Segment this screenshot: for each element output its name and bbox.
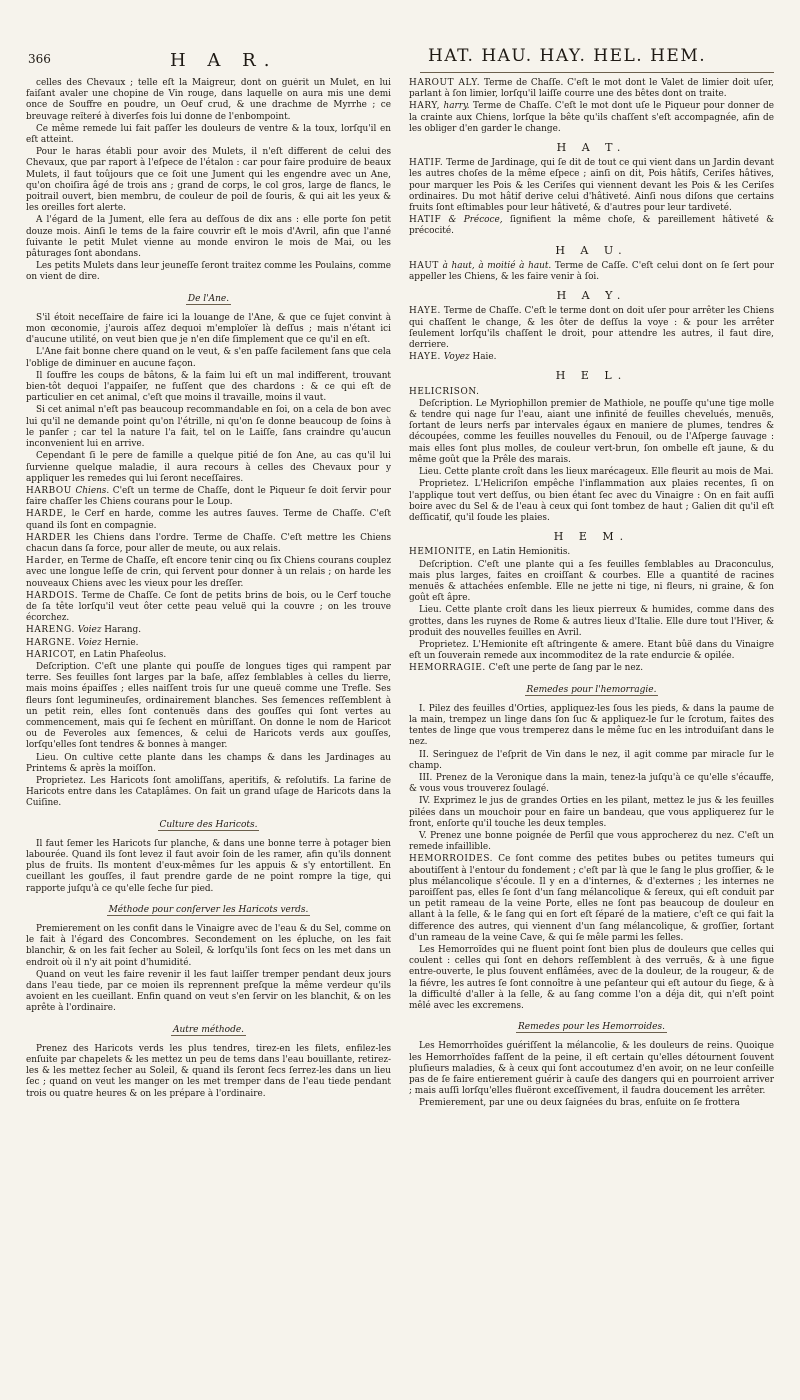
entry-headword: HARENG. <box>26 625 75 636</box>
section-heading <box>26 294 391 305</box>
entry-headword: HATIF <box>409 215 442 226</box>
paragraph: L'Ane fait bonne chere quand on le veut, & s'en paſſe facilement ſans que cela l'oblige de diminuer en aucune façon. <box>26 347 391 369</box>
dictionary-entry <box>409 547 774 558</box>
letter-heading: H A U. <box>555 243 628 257</box>
dictionary-entry <box>409 78 774 100</box>
entry-headword: HEMIONITE, <box>409 547 476 558</box>
section-heading <box>26 905 391 916</box>
paragraph: II. Seringuez de l'eſprit de Vin dans le nez, il agit comme par miracle ſur le champ. <box>409 749 774 771</box>
entry-text: ſignifient la même choſe, & pareillement hâtiveté & précocité. <box>409 215 774 237</box>
entry-text: Haie. <box>469 352 497 363</box>
dictionary-entry <box>409 261 774 283</box>
running-head-right: HAT. HAU. HAY. HEL. HEM. <box>428 46 707 66</box>
entry-headword: HARGNE. <box>26 637 76 648</box>
section-heading-text: Remedes pour les Hemorroides. <box>518 1022 665 1033</box>
letter-heading: H E M. <box>553 530 630 544</box>
entry-headword: HARDOIS. <box>26 590 79 601</box>
paragraph: Lieu. Cette plante croît dans les lieux marécageux. Elle fleurit au mois de Mai. <box>419 467 774 478</box>
section-heading-text: Autre méthode. <box>172 1024 245 1035</box>
paragraph: Il ſouffre les coups de bâtons, & la faim lui eſt un mal indifferent, trouvant bien-tôt dequoi l'appaiſer, ne fuſſent que des chardons : & ce qui eſt de particulier en cet animal, c'eſt que moins il travaille, moins il vaut. <box>26 370 391 404</box>
paragraph: Prenez des Haricots verds les plus tendres, tirez-en les filets, enfilez-les enſuite par chapelets & les mettez un peu de tems dans l'eau bouillante, retirez-les & les mettez ſecher au Soleil, & quand ils ſeront ſecs ſerrez-les dans un lieu ſec ; quand on veut les manger on les met tremper dans de l'eau tiede pendant trois ou quatre heures & on les prépare à l'ordinaire. <box>26 1043 391 1099</box>
paragraph: Les petits Mulets dans leur jeuneſſe ſeront traitez comme les Poulains, comme on vient de dire. <box>26 261 391 283</box>
letter-heading: H A T. <box>556 141 627 155</box>
paragraph: Deſcription. C'eſt une plante qui a ſes feuilles ſemblables au Draconculus, mais plus larges, faites en croiſſant & courbes. Elle a quantité de racines menuës & attachées enſemble. Elle ne jette ni tige, ni fleurs, ni graine, & ſon goût eſt âpre. <box>409 559 774 604</box>
entry-headword: HARY, <box>409 101 441 112</box>
paragraph: Si cet animal n'eſt pas beaucoup recommandable en ſoi, on a cela de bon avec lui qu'il ne demande point qu'on l'étrille, ni qu'on ſe donne beaucoup de ſoins à le panſer ; car tel la nature l'a fait, tel on le Laiſſe, ſans craindre qu'aucun inconvenient lui en arrive. <box>26 405 391 450</box>
entry-text: Terme de Chaſſe. Ce ſont de petits brins de bois, ou le Cerf touche de ſa tête lorſqu'il veut ôter cette peau veluë qui la couvre ; on les trouve écorchez. <box>26 590 391 624</box>
paragraph: Les Hemorroïdes qui ne fluent point ſont bien plus de douleurs que celles qui coulent : celles qui ſont en dehors reſſemblent à des verruës, & à une figue entre-ouverte, le plus ſouvent enflâmées, avec de la douleur, de la rougeur, & de la fiévre, les autres ſe ſont connoître à une peſanteur qui eſt autour du ſiege, & à la difficulté d'aller à la ſelle, & au ſang comme l'on a déja dit, qui n'eſt point mêlé avec les excremens. <box>409 945 774 1012</box>
entry-text: le Cerf en harde, comme les autres ſauves. Terme de Chaſſe. C'eſt quand ils ſont en compagnie. <box>26 509 391 531</box>
entry-text: en Terme de Chaſſe, eſt encore tenir cinq ou ſix Chiens courans couplez avec une longue leſſe de crin, qui ſervent pour donner à un relais ; on harde les nouveaux Chiens avec les vieux pour les dreſſer. <box>26 556 391 589</box>
paragraph: S'il étoit neceſſaire de faire ici la louange de l'Ane, & que ce ſujet convint à mon œconomie, j'aurois aſſez dequoi m'emploïer là deſſus ; mais n'étant ici d'aucune utilité, on veut bien que je n'en diſe ſimplement que ce qu'il en eſt. <box>26 312 391 346</box>
page-number: 366 <box>28 52 51 66</box>
dictionary-entry <box>409 101 774 135</box>
entry-text: C'eſt une perte de ſang par le nez. <box>485 663 644 674</box>
section-heading-text: Culture des Haricots. <box>159 819 258 830</box>
entry-text: Terme de Chaſſe. C'eſt le terme dont on doit uſer pour arrêter les Chiens qui chaſſent le change, & les ôter de deſſus la voye : & pour les arrêter ſeulement lorſqu'ils chaſſent le droit, pour attendre les autres, il faut dire, derriere. <box>409 306 774 351</box>
entry-headword: HEMORRAGIE. <box>409 663 486 674</box>
paragraph: Quand on veut les faire revenir il les faut laiſſer tremper pendant deux jours dans l'eau tiede, par ce moien ils reprennent preſque la même verdeur qu'ils avoient en les cueillant. Enfin quand on veut s'en ſervir on les blanchit, & on les aprête à l'ordinaire. <box>26 969 391 1014</box>
entry-italic: à haut, à moitié à haut. <box>438 260 552 271</box>
entry-headword: HATIF. <box>409 158 444 169</box>
paragraph: Les Hemorrhoïdes guériſſent la mélancolie, & les douleurs de reins. Quoique les Hemorrhoïdes faſſent de la peine, il eſt certain qu'elles détournent ſouvent pluſieurs maladies, & à ceux qui ſont accoutumez d'en avoir, on ne leur conſeille pas de ſe faire entierement guérir à cauſe des dangers qui en pourroient arriver ; mais auſſi lorſqu'elles fluëront exceſſivement, il faudra doucement les arrêter. <box>409 1041 774 1097</box>
paragraph: V. Prenez une bonne poignée de Perſil que vous approcherez du nez. C'eſt un remede infaillible. <box>409 830 774 853</box>
entry-italic: Chiens. <box>71 485 110 496</box>
dictionary-entry <box>26 625 391 636</box>
paragraph: Deſcription. C'eſt une plante qui pouſſe de longues tiges qui rampent par terre. Ses feuilles ſont larges par la baſe, aſſez ſemblables à celles du lierre, mais moins épaiſſes ; elles naiſſent trois ſur une queuë comme une Trefle. Ses fleurs ſont legumineuſes, ordinairement blanches. Ses ſemences reſſemblent à un petit rein, elles ſont contenuës dans des gouſſes qui ſont vertes au commencement, mais qui ſe ſechent en mûriſſant. On donne le nom de Haricot ou de Feveroles aux ſemences, & celui de Haricots verds aux gouſſes, lorſqu'elles ſont tendres & bonnes à manger. <box>26 661 391 751</box>
section-heading <box>409 1022 774 1033</box>
paragraph: Premierement on les confit dans le Vinaigre avec de l'eau & du Sel, comme on le fait à l'égard des Concombres. Secondement on les épluche, on les fait blanchir, & on les fait ſecher au Soleil, & lorſqu'ils ſont ſecs on les met dans un endroit où il n'y ait point d'humidité. <box>26 924 391 968</box>
dictionary-entry <box>26 486 391 508</box>
paragraph: IV. Exprimez le jus de grandes Orties en les pilant, mettez le jus & les feuilles pilées dans un mouchoir pour en faire un bandeau, que vous appliquerez ſur le front, enſorte qu'il touche les deux temples. <box>409 796 774 829</box>
dictionary-entry <box>409 387 774 398</box>
dictionary-entry <box>409 306 774 351</box>
section-heading <box>409 685 774 696</box>
paragraph: Proprietez. L'Hemionite eſt aſtringente & amere. Etant bûë dans du Vinaigre eſt un ſouverain remede aux incommoditez de la rate endurcie & opilée. <box>409 639 774 662</box>
entry-headword: HAROUT ALY. <box>409 78 481 88</box>
entry-text: en Latin Hemionitis. <box>475 547 571 558</box>
entry-headword: HARBOU <box>26 485 72 496</box>
section-heading <box>26 1025 391 1036</box>
dictionary-entry <box>26 533 391 555</box>
entry-headword: HAUT <box>409 260 439 271</box>
entry-text: en Latin Phaſeolus. <box>76 649 167 660</box>
paragraph: III. Prenez de la Veronique dans la main, tenez-la juſqu'à ce qu'elle s'écauffe, & vous vous trouverez ſoulagé. <box>409 772 774 795</box>
paragraph: Deſcription. Le Myriophillon premier de Mathiole, ne pouſſe qu'une tige molle & tendre qui nage ſur l'eau, aiant une infinité de feuilles chevelués, menuës, ſortant de leurs nerfs par intervales égaux en maniere de plumes, tendres & découpées, comme les feuilles nouvelles du Fenouil, ou de l'Aſperge ſauvage : mais elles ſont plus molles, de couleur vert-brun, ſon ombelle eſt jaune, & du même goût que la Prêle des marais. <box>409 398 774 465</box>
paragraph: celles des Chevaux ; telle eſt la Maigreur, dont on guérit un Mulet, en lui faiſant avaler une chopine de Vin rouge, dans laquelle on aura mis une demi once de Souffre en poudre, un Oeuf crud, & une drachme de Myrrhe ; ce breuvage reïteré à diverſes fois lui donne de l'enbompoint. <box>26 78 391 122</box>
entry-italic: Voiez <box>74 625 102 636</box>
paragraph: I. Pilez des feuilles d'Orties, appliquez-les ſous les pieds, & dans la paume de la main, trempez un linge dans ſon ſuc & appliquez-le ſur le ſcrotum, faites des tentes de linge que vous tremperez dans le même ſuc en les introduiſant dans le nez. <box>409 703 774 748</box>
dictionary-entry <box>409 663 774 674</box>
paragraph: Premierement, par une ou deux ſaignées du bras, enſuite on ſe frottera <box>419 1098 740 1109</box>
entry-headword: HAYE. <box>409 352 441 363</box>
entry-text: C'eſt un terme de Chaſſe, dont le Piqueur ſe doit ſervir pour faire chaſſer les Chiens courans pour le Loup. <box>26 485 391 508</box>
entry-italic: Voiez <box>75 637 102 648</box>
dictionary-entry <box>409 215 774 237</box>
entry-italic: Voyez <box>440 352 470 363</box>
dictionary-entry <box>26 650 391 661</box>
paragraph: A l'égard de la Jument, elle ſera au deſſous de dix ans : elle porte ſon petit douze mois. Ainſi le tems de la faire couvrir eſt le mois d'Avril, afin que l'anné ſuivante le petit Mulet vienne au monde environ le mois de Mai, ou les pâturages ſont abondans. <box>26 215 391 260</box>
section-heading-text: Remedes pour l'hemorragie. <box>526 684 657 695</box>
paragraph: Ce même remede lui fait paſſer les douleurs de ventre & la toux, lorſqu'il en eſt atteint. <box>26 123 391 146</box>
dictionary-entry <box>409 854 774 944</box>
header-rule <box>420 72 774 73</box>
paragraph: Lieu. On cultive cette plante dans les champs & dans les Jardinages au Printems & après la moiſſon. <box>26 752 391 774</box>
paragraph: Pour le haras établi pour avoir des Mulets, il n'eſt different de celui des Chevaux, que par raport à l'eſpece de l'étalon : car pour faire produire de beaux Mulets, il faut toûjours que ce ſoit une Jument qui les engendre avec un Ane, qu'on choiſira âgé de trois ans ; grand de corps, le col gros, large de flancs, le poitrail ouvert, bien membru, de couleur de poil de ſouris, & qui ait les yeux & les oreilles fort alerte. <box>26 147 391 214</box>
entry-headword: HARICOT, <box>26 649 77 660</box>
section-heading-text: Méthode pour conſerver les Haricots verds. <box>108 904 309 915</box>
section-heading-text: De l'Ane. <box>187 293 230 304</box>
entry-text: Terme de Jardinage, qui ſe dit de tout ce qui vient dans un Jardin devant les autres choſes de la même eſpece ; ainſi on dit, Pois hâtifs, Ceriſes hâtives, pour marquer les Pois & les Ceriſes qui viennent devant les Pois & les Ceriſes ordinaires. Du mot hâtif derive celui d'hâtiveté. Ainſi nous diſons que certains fruits ſont eſtimables pour leur hâtiveté, & d'autres pour leur tardiveté. <box>409 158 774 214</box>
entry-text: Harang. <box>101 625 142 636</box>
entry-text: Terme de Chaſſe. C'eſt le mot dont uſe le Piqueur pour donner de la crainte aux Chiens, lorſque la bête qu'ils chaſſent s'eſt accompagnée, afin de les obliger d'en garder le change. <box>409 101 774 134</box>
entry-text: Hernie. <box>101 637 139 648</box>
paragraph: Proprietez. L'Helicriſon empêche l'inflammation aux plaies recentes, ſi on l'applique tout vert deſſus, ou bien étant ſec avec du Vinaigre : On en fait auſſi boire avec du Sel & de l'eau à ceux qui ſont tombez de haut ; Galien dit qu'il eſt deſſicatif, qu'il ſoude les plaies. <box>409 479 774 523</box>
section-heading <box>26 820 391 831</box>
entry-text: Terme de Chaſſe. C'eſt le mot dont le Valet de limier doit uſer, parlant à ſon limier, lorſqu'il laiſſe courre une des bêtes dont on traite. <box>409 78 774 100</box>
entry-italic: & Précoce, <box>441 215 503 226</box>
paragraph: Proprietez. Les Haricots ſont amoliſſans, aperitifs, & reſolutifs. La farine de Haricots entre dans les Cataplâmes. On fait un grand uſage de Haricots dans la Cuiſine. <box>26 775 391 809</box>
entry-text: Ce ſont comme des petites bubes ou petites tumeurs qui aboutiſſent à l'entour du fondement ; c'eſt par là que le ſang le plus groſſier, & le plus mélancolique s'écoule. Il y en a d'internes, & d'externes ; les internes ne paroiſſent pas, elles ſe ſont d'un ſang mélancolique & ſereux, qui eſt conduit par un petit rameau de la veine Porte, elles ne ſont pas beaucoup de douleur en allant à la ſelle, & le ſang qui en ſort eſt ſéparé de la matiere, c'eſt ce qui fait la difference des autres, qui viennent d'un ſang mélancolique, & groſſier, ſortant d'un rameau de la veine Cave, & qui ſe mêle parmi les ſelles. <box>409 854 774 943</box>
entry-text: les Chiens dans l'ordre. Terme de Chaſſe. C'eſt mettre les Chiens chacun dans ſa force, pour aller de meute, ou aux relais. <box>26 532 391 554</box>
dictionary-entry <box>26 638 391 649</box>
letter-heading: H E L. <box>555 369 628 383</box>
entry-headword: Harder, <box>26 556 65 567</box>
dictionary-entry <box>26 556 391 590</box>
entry-headword: HELICRISON. <box>409 386 480 397</box>
letter-heading: H A Y. <box>556 289 627 303</box>
running-head-left: H A R. <box>170 50 278 71</box>
entry-headword: HAYE. <box>409 306 441 317</box>
right-column <box>409 78 774 1378</box>
left-column <box>26 78 391 1378</box>
entry-headword: HARDE, <box>26 509 67 520</box>
text-columns <box>26 78 774 1378</box>
dictionary-entry <box>26 591 391 625</box>
dictionary-entry <box>409 352 774 363</box>
entry-italic: harry. <box>440 101 470 112</box>
dictionary-entry <box>409 158 774 214</box>
entry-headword: HARDER <box>26 532 71 543</box>
entry-headword: HEMORROIDES. <box>409 854 494 865</box>
paragraph: Cependant ſi le pere de famille a quelque pitié de ſon Ane, au cas qu'il lui ſurvienne quelque maladie, il aura recours à celles des Chevaux pour y appliquer les remedes qui lui ſeront neceſſaires. <box>26 451 391 484</box>
entry-text: Terme de Caſſe. C'eſt celui dont on ſe ſert pour appeller les Chiens, & les faire venir à ſoi. <box>409 260 774 283</box>
paragraph: Lieu. Cette plante croît dans les lieux pierreux & humides, comme dans des grottes, dans les ruynes de Rome & autres lieux d'Italie. Elle dure tout l'Hiver, & produit des nouvelles feuilles en Avril. <box>409 605 774 638</box>
dictionary-entry <box>26 509 391 531</box>
paragraph: Il faut ſemer les Haricots ſur planche, & dans une bonne terre à potager bien labourée. Quand ils ſont levez il faut avoir ſoin de les ramer, afin qu'ils donnent plus de fruits. Ils montent d'eux-mêmes ſur les appuis & s'y entortillent. En cueillant les gouſſes, il faut prendre garde de ne point rompre la tige, qui rapporte juſqu'à ce qu'elle ſeche ſur pied. <box>26 838 391 894</box>
